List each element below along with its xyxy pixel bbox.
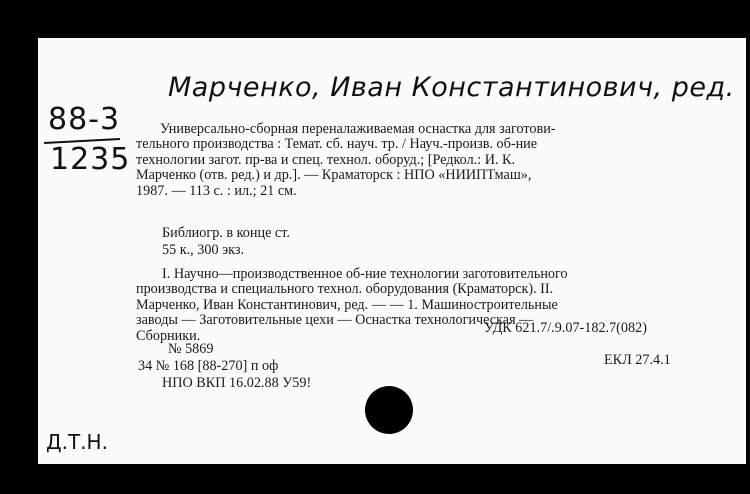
bibliography-note	[136, 226, 290, 241]
card-code: 34 № 168 [88-270] п оф	[138, 358, 279, 374]
punch-hole	[365, 386, 413, 434]
card-footer	[138, 341, 312, 392]
tracing-line: Сборники.	[136, 327, 201, 344]
description-line: Марченко (отв. ред.) и др.]. — Краматорск : НПО «НИИПТмаш»,	[136, 167, 532, 184]
description-line: Универсально-сборная переналаживаемая оснастка для заготови-	[160, 121, 556, 137]
udk-code: УДК 621.7/.9.07-182.7(082)	[484, 320, 647, 336]
record-number: № 5869	[168, 341, 214, 357]
copies-text: 55 к., 300 экз.	[162, 242, 245, 258]
tracing-line: Марченко, Иван Константинович, ред. — — 1. Машиностроительные	[136, 296, 558, 313]
scan-border-top	[0, 0, 750, 38]
call-number-bottom: 1235	[50, 142, 131, 177]
ekl-code: ЕКЛ 27.4.1	[604, 352, 671, 368]
tracing-line: производства и специального технол. оборудования (Краматорск). II.	[136, 281, 554, 298]
description-line: 1987. — 113 с. : ил.; 21 см.	[136, 182, 297, 199]
bibliography-note-text: Библиогр. в конце ст.	[162, 225, 290, 241]
bibliographic-description	[136, 121, 556, 199]
call-number-top: 88-3	[48, 102, 121, 137]
tracing-line: I. Научно—производственное об-ние технологии заготовительного	[162, 266, 568, 282]
handwritten-author-heading: Марченко, Иван Константинович, ред.	[168, 72, 735, 103]
tracing-line: заводы — Заготовительные цехи — Оснастка технологическая —	[136, 312, 534, 329]
handwritten-bottom-mark: Д.Т.Н.	[46, 430, 108, 454]
description-line: тельного производства : Темат. сб. науч. тр. / Науч.-произв. об-ние	[136, 136, 538, 153]
description-line: технологии загот. пр-ва и спец. технол. оборуд.; [Редкол.: И. К.	[136, 151, 516, 168]
org-line: НПО ВКП 16.02.88 У59!	[162, 375, 312, 391]
copies-note	[136, 243, 244, 258]
